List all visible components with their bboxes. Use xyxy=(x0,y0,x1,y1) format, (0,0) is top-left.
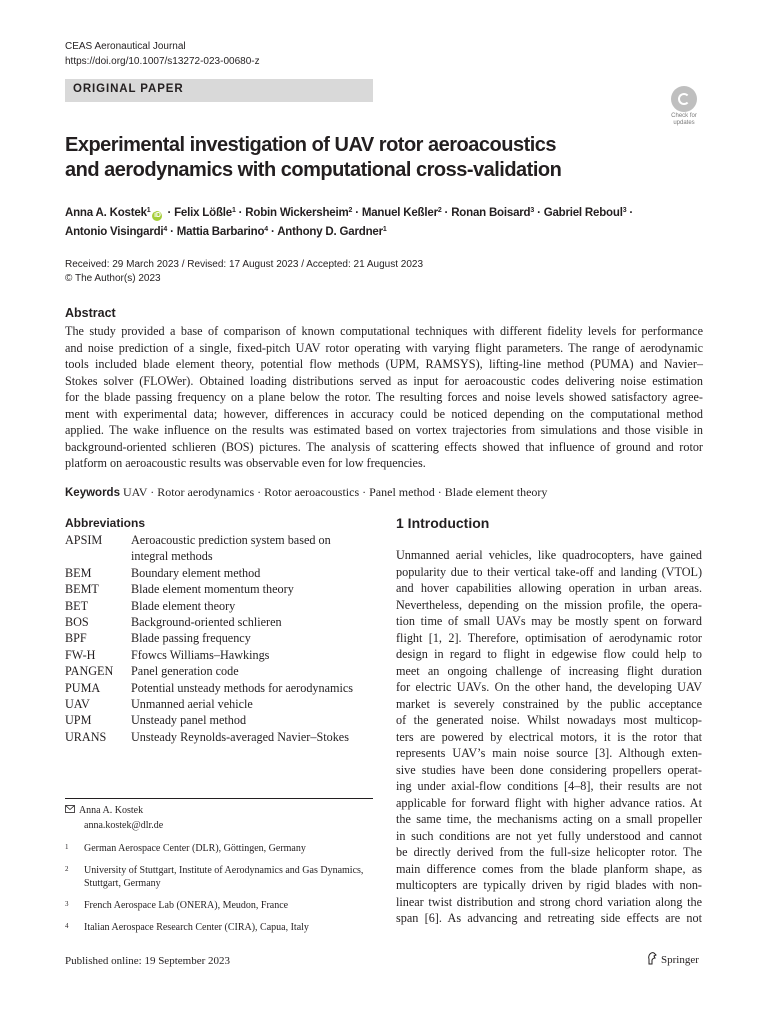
abbreviation-key: BEM xyxy=(65,565,92,580)
author-name[interactable]: Ronan Boisard xyxy=(451,207,531,219)
author-name[interactable]: Mattia Barbarino xyxy=(176,225,265,238)
title-line: Experimental investigation of UAV rotor aeroacoustics xyxy=(65,134,557,156)
intro-line: and hover capabilities allowing operation in urban areas. xyxy=(396,581,702,595)
envelope-icon xyxy=(65,804,77,819)
affiliation-item xyxy=(65,842,375,855)
abstract-line: and noise prediction of a single, fixed-pitch UAV rotor operating with varying flight parameters. The range of aerodynamic xyxy=(65,340,703,355)
abstract-heading: Abstract xyxy=(65,306,116,320)
intro-line: Nevertheless, depending on the mission profile, the opera- xyxy=(396,597,702,612)
author-affiliation-ref: 4 xyxy=(264,225,268,233)
abstract-line: Stokes solver (FLOWer). Obtained loading distributions served as input for aeroacoustic codes delivering noise estimation xyxy=(65,373,703,388)
abbreviation-value: Unsteady Reynolds-averaged Navier–Stokes xyxy=(131,729,349,744)
keywords-text: UAV · Rotor aerodynamics · Rotor aeroacoustics · Panel method · Blade element theory xyxy=(122,485,548,499)
intro-line: meet an ongoing challenge of increasing flight duration xyxy=(396,663,702,678)
affiliation-number: 1 xyxy=(65,843,69,851)
intro-line: applicable for forward flight with higher advance ratios. At xyxy=(396,795,702,810)
keywords xyxy=(65,485,547,500)
abbreviation-key: UPM xyxy=(65,713,92,728)
intro-line: Unmanned aerial vehicles, like quadrocopters, have gained xyxy=(396,548,702,562)
author-affiliation-ref: 1 xyxy=(231,207,236,214)
affiliation-number: 2 xyxy=(65,865,69,873)
author-affiliation-ref: 3 xyxy=(530,207,535,214)
section-label: ORIGINAL PAPER xyxy=(73,83,184,95)
author-list: Anna A. Kostek$^1$iD · Felix Lößle$^1$ · Robin Wickersheim$^2$ · Manuel Keßler$^2$ · Ronan Boisard$^3$ · Gabriel Reboul$^3$ · Antonio Visingardi$^4$ · Mattia Barbarino$^4$ · Anthony D. Gardner$^1$ xyxy=(65,207,634,238)
author-affiliation-ref: 1 xyxy=(382,225,387,233)
intro-line: in such conditions are not yet fully understood and cannot xyxy=(396,828,702,843)
author-affiliation-ref: 4 xyxy=(163,225,168,233)
affiliation-text: German Aerospace Center (DLR), Göttingen, Germany xyxy=(84,843,306,854)
affiliation-item xyxy=(65,899,375,912)
publication-history xyxy=(65,258,423,285)
corresponding-name: Anna A. Kostek xyxy=(78,805,144,816)
abstract-line: for the blade passing frequency on a plane below the rotor. The resulting forces and noise levels showed satisfactory agree- xyxy=(65,390,703,404)
dates-line: Received: 29 March 2023 / Revised: 17 August 2023 / Accepted: 21 August 2023 xyxy=(65,259,424,270)
abbreviation-row xyxy=(65,565,375,581)
abbreviation-row xyxy=(65,630,375,646)
abbreviation-value: Blade element theory xyxy=(131,598,236,613)
abstract-line: The study provided a base of comparison of known computational techniques with different fidelity levels for performance xyxy=(65,324,703,338)
abstract-line: background-oriented schlieren (BOS) pictures. The analysis of scattering effects showed that influence of ground and rotor xyxy=(65,439,703,454)
author-affiliation-ref: 2 xyxy=(437,207,442,214)
abstract-line: ment with experimental data; however, differences in accuracy could be noticed depending on the computational method xyxy=(65,406,703,421)
abbreviation-row xyxy=(65,696,375,712)
journal-header xyxy=(65,39,260,69)
affiliations xyxy=(65,842,375,943)
abbreviation-value: Aeroacoustic prediction system based on xyxy=(131,533,331,547)
affiliation-number: 3 xyxy=(65,900,69,908)
footnote-divider xyxy=(65,798,373,799)
author-name[interactable]: Anna A. Kostek xyxy=(65,207,147,219)
abbreviation-row xyxy=(65,647,375,663)
abstract-line: platform on aeroacoustic results was observable even for low frequencies. xyxy=(65,456,426,470)
introduction-heading: 1 Introduction xyxy=(396,515,490,531)
abbreviation-value: Unmanned aerial vehicle xyxy=(131,697,253,712)
publisher-name: Springer xyxy=(661,954,699,966)
abbreviation-row xyxy=(65,532,375,565)
intro-line: the same time, the mechanisms acting on a small propeller xyxy=(396,812,702,826)
introduction-body xyxy=(396,547,702,927)
abbreviation-row xyxy=(65,614,375,630)
section-banner xyxy=(65,79,373,102)
publisher-logo xyxy=(646,952,699,966)
abbreviation-key: BET xyxy=(65,598,89,613)
keywords-label: Keywords xyxy=(65,487,120,499)
author-name[interactable]: Robin Wickersheim xyxy=(245,207,349,219)
abbreviation-row xyxy=(65,680,375,696)
author-affiliation-ref: 2 xyxy=(348,207,353,214)
abbreviation-value: Boundary element method xyxy=(131,565,261,580)
abbreviations-heading: Abbreviations xyxy=(65,516,146,530)
corresponding-email[interactable]: anna.kostek@dlr.de xyxy=(84,819,164,831)
check-for-updates-badge[interactable] xyxy=(664,86,704,124)
corresponding-author xyxy=(65,804,163,833)
copyright-line: © The Author(s) 2023 xyxy=(65,272,161,284)
abbreviation-key: BOS xyxy=(65,615,89,630)
intro-line: design in regard to flight in edgewise flow could help to xyxy=(396,647,702,661)
author-name[interactable]: Gabriel Reboul xyxy=(543,207,623,219)
orcid-icon[interactable]: iD xyxy=(154,212,161,219)
author-name[interactable]: Anthony D. Gardner xyxy=(277,225,383,238)
affiliation-item xyxy=(65,921,375,934)
refresh-icon xyxy=(671,86,697,112)
author-name[interactable]: Antonio Visingardi xyxy=(65,225,164,238)
abbreviation-value: Background-oriented schlieren xyxy=(131,615,282,630)
abstract-line: tools included blade element theory, potential flow methods (UPM, RAMSYS), lifting-line method (PUMA) and Navier– xyxy=(65,357,703,371)
affiliation-text: Italian Aerospace Research Center (CIRA), Capua, Italy xyxy=(84,922,309,933)
abbreviation-key: PUMA xyxy=(65,680,101,695)
abbreviation-value: Blade passing frequency xyxy=(131,631,251,646)
intro-line: span [6]. As advancing and retreating side effects are not xyxy=(396,911,702,925)
affiliation-item xyxy=(65,864,375,890)
abbreviation-key: APSIM xyxy=(65,533,103,547)
abbreviation-key: BPF xyxy=(65,631,87,646)
abstract-body xyxy=(65,323,703,472)
journal-name: CEAS Aeronautical Journal xyxy=(65,41,186,52)
intro-line: for electric UAVs. On the other hand, the developing UAV xyxy=(396,680,702,694)
affiliation-text: French Aerospace Lab (ONERA), Meudon, France xyxy=(84,900,289,911)
springer-horse-icon xyxy=(646,952,658,965)
affiliation-number: 4 xyxy=(65,922,69,930)
abbreviation-key: UAV xyxy=(65,697,90,712)
title-line: and aerodynamics with computational cross-validation xyxy=(65,159,562,181)
intro-line: market is severely constrained by the public acceptance xyxy=(396,696,702,711)
abbreviation-value: Panel generation code xyxy=(131,664,239,679)
abbreviation-row xyxy=(65,663,375,679)
badge-text-line: updates xyxy=(673,119,695,126)
abbreviation-value: integral methods xyxy=(131,549,213,564)
abbreviation-key: PANGEN xyxy=(65,664,114,679)
author-name[interactable]: Manuel Keßler xyxy=(361,207,438,219)
abbreviation-key: FW-H xyxy=(65,647,96,662)
intro-line: tion time of small UAVs may be mostly spent on forward xyxy=(396,614,702,628)
abbreviation-value: Unsteady panel method xyxy=(131,713,247,728)
abbreviation-key: URANS xyxy=(65,729,107,744)
intro-line: main difference comes from the blade planform shape, as xyxy=(396,861,702,876)
intro-line: sive studies have been done considering propellers operat- xyxy=(396,762,702,777)
intro-line: multicopters are typically driven by rigid blades with non- xyxy=(396,878,702,892)
abbreviation-value: Potential unsteady methods for aerodynamics xyxy=(131,680,354,695)
paper-title xyxy=(65,133,705,183)
abbreviations-list xyxy=(65,532,375,745)
abbreviation-value: Blade element momentum theory xyxy=(131,582,294,597)
intro-line: of the generated noise. Whilst nowadays most multicop- xyxy=(396,713,702,727)
intro-line: represents UAV’s main noise source [3]. Although exten- xyxy=(396,746,702,760)
author-name[interactable]: Felix Lößle xyxy=(174,207,232,219)
abbreviation-key: BEMT xyxy=(65,582,99,597)
intro-line: ters are powered by electrical motors, it is the rotor that xyxy=(396,729,702,744)
intro-line: ing under axial-flow conditions [4–8], their results are not xyxy=(396,779,702,793)
abbreviation-row xyxy=(65,581,375,597)
badge-text-line: Check for xyxy=(671,113,697,119)
abstract-line: applied. The wake influence on the results was estimated based on vortex trajectories from simulations and those visible in xyxy=(65,423,703,437)
intro-line: popularity due to their vertical take-off and landing (VTOL) xyxy=(396,564,702,579)
published-online: Published online: 19 September 2023 xyxy=(65,955,230,967)
intro-line: be directly derived from the full-size helicopter rotor. The xyxy=(396,845,702,859)
abbreviation-value: Ffowcs Williams–Hawkings xyxy=(131,647,270,662)
author-affiliation-ref: 1 xyxy=(146,207,151,214)
intro-line: flight [1, 2]. Therefore, optimisation of aerodynamic rotor xyxy=(396,630,702,645)
affiliation-text: University of Stuttgart, Institute of Aerodynamics and Gas Dynamics, Stuttgart, Germany xyxy=(84,865,364,889)
abbreviation-row xyxy=(65,598,375,614)
abbreviation-row xyxy=(65,729,375,745)
author-affiliation-ref: 3 xyxy=(622,207,627,214)
doi-link[interactable]: https://doi.org/10.1007/s13272-023-00680-z xyxy=(65,56,260,67)
abbreviation-row xyxy=(65,712,375,728)
intro-line: linear twist distribution and strong chord variation along the xyxy=(396,894,702,909)
